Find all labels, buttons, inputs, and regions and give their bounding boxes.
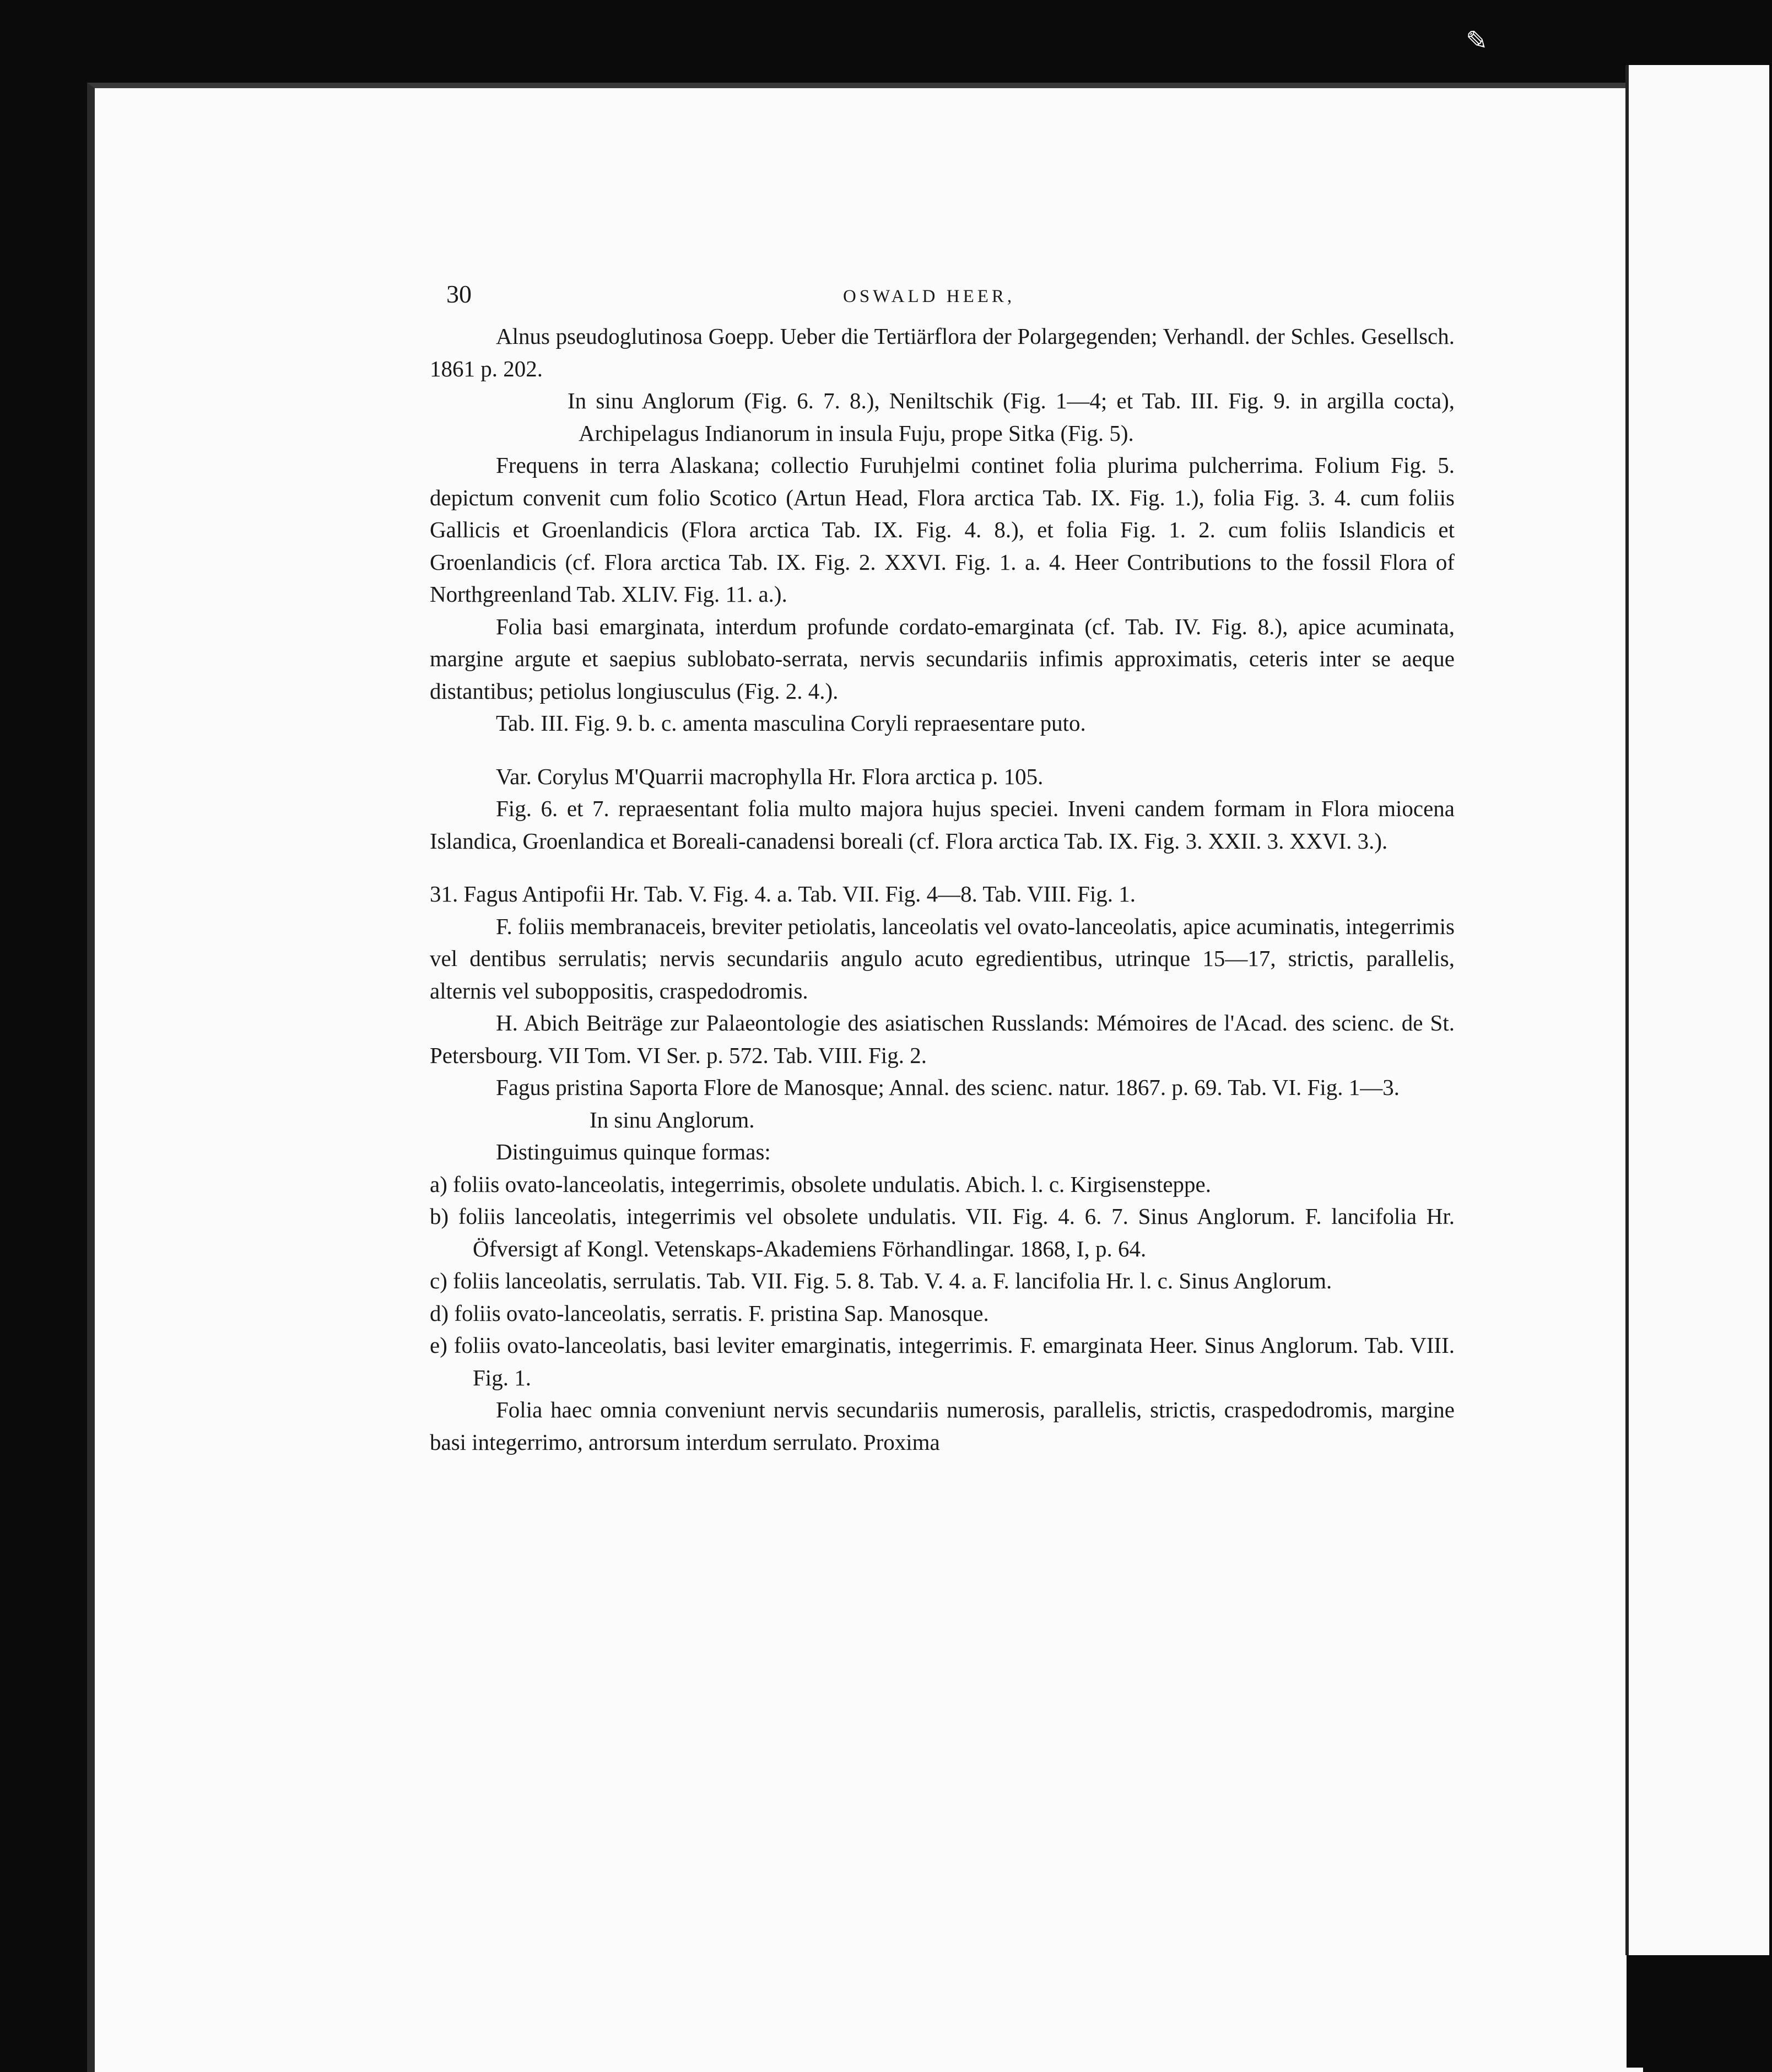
- list-item: a) foliis ovato-lanceolatis, integerrimis, obsolete undulatis. Abich. l. c. Kirgisensteppe.: [430, 1171, 1211, 1197]
- paragraph: F. foliis membranaceis, breviter petiolatis, lanceolatis vel ovato-lanceolatis, apice acuminatis, integerrimis vel dentibus serrulatis; nervis secundariis angulo acuto egredientibus, utrinque 15—17, strictis, parallelis, alternis vel suboppositis, craspedodromis.: [430, 913, 1455, 1003]
- facing-page-edge: [1625, 65, 1769, 1955]
- paragraph: Frequens in terra Alaskana; collectio Furuhjelmi continet folia plurima pulcherrima. Folium Fig. 5. depictum convenit cum folio Scotico (Artun Head, Flora arctica Tab. IX. Fig. 1.), folia Fig. 3. 4. cum foliis Gallicis et Groenlandicis (Flora arctica Tab. IX. Fig. 4. 8.), et folia Fig. 1. 2. cum foliis Islandicis et Groenlandicis (cf. Flora arctica Tab. IX. Fig. 2. XXVI. Fig. 1. a. 4. Heer Contributions to the fossil Flora of Northgreenland Tab. XLIV. Fig. 11. a.).: [430, 452, 1455, 607]
- spacer: [430, 857, 1455, 878]
- running-head: [430, 278, 1455, 320]
- corner-mark-icon: ✎: [1466, 25, 1488, 56]
- list-item: b) foliis lanceolatis, integerrimis vel obsolete undulatis. VII. Fig. 4. 6. 7. Sinus Anglorum. F. lancifolia Hr. Öfversigt af Kongl. Vetenskaps-Akademiens Förhandlingar. 1868, I, p. 64.: [430, 1204, 1455, 1261]
- spacer: [430, 740, 1455, 760]
- page-content: [430, 278, 1455, 1458]
- species-heading: 31. Fagus Antipofii Hr. Tab. V. Fig. 4. a. Tab. VII. Fig. 4—8. Tab. VIII. Fig. 1.: [430, 881, 1136, 906]
- paragraph: Fagus pristina Saporta Flore de Manosque; Annal. des scienc. natur. 1867. p. 69. Tab. VI. Fig. 1—3.: [496, 1075, 1400, 1100]
- paragraph: Alnus pseudoglutinosa Goepp. Ueber die Tertiärflora der Polargegenden; Verhandl. der Schles. Gesellsch. 1861 p. 202.: [430, 323, 1455, 381]
- list-item: d) foliis ovato-lanceolatis, serratis. F. pristina Sap. Manosque.: [430, 1300, 989, 1326]
- list-item: c) foliis lanceolatis, serrulatis. Tab. VII. Fig. 5. 8. Tab. V. 4. a. F. lancifolia Hr. l. c. Sinus Anglorum.: [430, 1268, 1332, 1293]
- paragraph: Tab. III. Fig. 9. b. c. amenta masculina Coryli repraesentare puto.: [496, 710, 1086, 736]
- paragraph: Distinguimus quinque formas:: [496, 1139, 771, 1164]
- paragraph: Folia haec omnia conveniunt nervis secundariis numerosis, parallelis, strictis, craspedodromis, margine basi integerrimo, antrorsum interdum serrulato. Proxima: [430, 1397, 1455, 1455]
- list-item: e) foliis ovato-lanceolatis, basi leviter emarginatis, integerrimis. F. emarginata Heer. Sinus Anglorum. Tab. VIII. Fig. 1.: [430, 1332, 1455, 1390]
- running-title: OSWALD HEER,: [843, 287, 1015, 306]
- variety-heading: Var. Corylus M'Quarrii macrophylla Hr. Flora arctica p. 105.: [496, 763, 1044, 789]
- paragraph: In sinu Anglorum (Fig. 6. 7. 8.), Neniltschik (Fig. 1—4; et Tab. III. Fig. 9. in argilla cocta), Archipelagus Indianorum in insula Fuju, prope Sitka (Fig. 5).: [568, 388, 1455, 446]
- paragraph: Folia basi emarginata, interdum profunde cordato-emarginata (cf. Tab. IV. Fig. 8.), apice acuminata, margine argute et saepius sublobato-serrata, nervis secundariis infimis approximatis, ceteris inter se aeque distantibus; petiolus longiusculus (Fig. 2. 4.).: [430, 613, 1455, 704]
- locality-line: In sinu Anglorum.: [590, 1107, 755, 1132]
- page-number: 30: [446, 280, 472, 308]
- paragraph: Fig. 6. et 7. repraesentant folia multo majora hujus speciei. Inveni candem formam in Flora miocena Islandica, Groenlandica et Boreali-canadensi boreali (cf. Flora arctica Tab. IX. Fig. 3. XXII. 3. XXVI. 3.).: [430, 796, 1455, 854]
- paragraph: H. Abich Beiträge zur Palaeontologie des asiatischen Russlands: Mémoires de l'Acad. des scienc. de St. Petersbourg. VII Tom. VI Ser. p. 572. Tab. VIII. Fig. 2.: [430, 1010, 1455, 1068]
